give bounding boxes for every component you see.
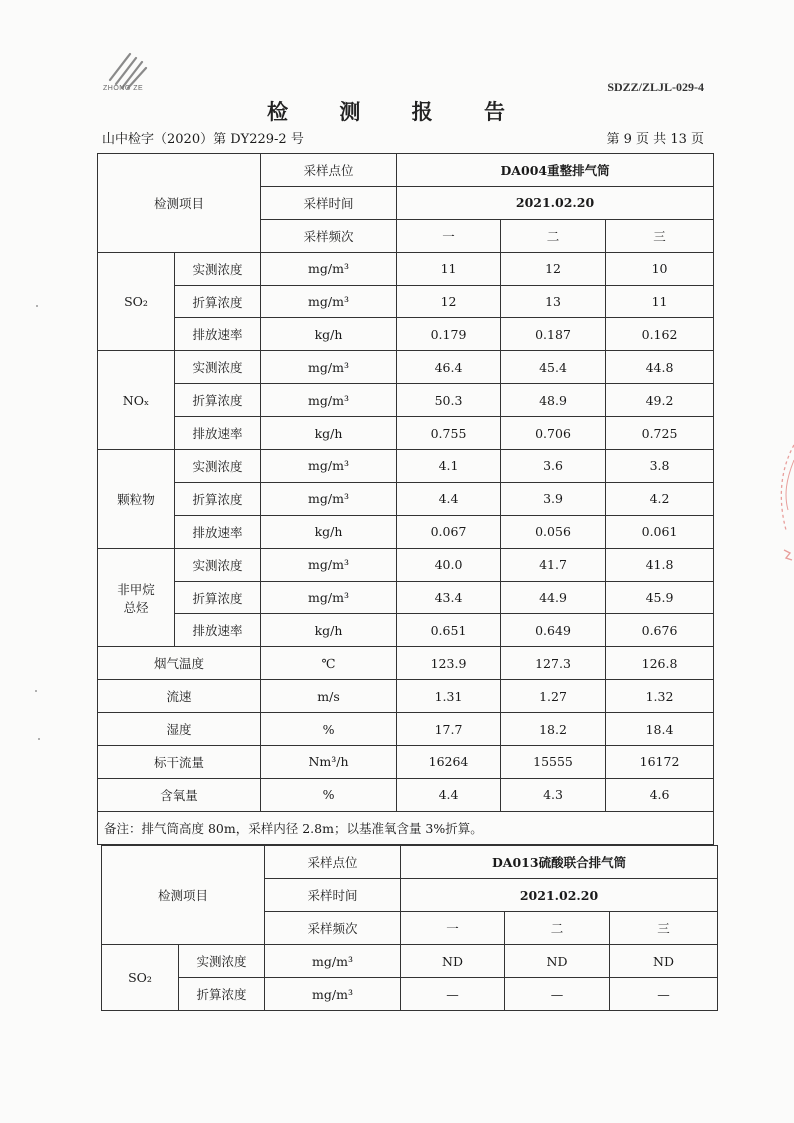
table-row: [98, 713, 714, 746]
measured-label: 实测浓度: [175, 252, 261, 285]
table-row: [98, 614, 714, 647]
value-cell: 40.0: [397, 548, 501, 581]
value-cell: ND: [401, 945, 505, 978]
param-name: 含氧量: [98, 778, 261, 811]
scan-speck: [36, 305, 38, 307]
table-row: [98, 450, 714, 483]
emission-table-da013: [101, 845, 718, 1011]
converted-label: 折算浓度: [175, 581, 261, 614]
unit-cell: kg/h: [261, 614, 397, 647]
value-cell: 1.31: [397, 680, 501, 713]
rate-label: 排放速率: [175, 515, 261, 548]
converted-label: 折算浓度: [179, 978, 265, 1011]
table-row: [98, 581, 714, 614]
unit-cell: mg/m³: [261, 450, 397, 483]
pollutant-nmhc-line2: 总烃: [123, 599, 149, 615]
param-name: 烟气温度: [98, 647, 261, 680]
value-cell: 11: [606, 285, 714, 318]
value-cell: 50.3: [397, 384, 501, 417]
unit-cell: ℃: [261, 647, 397, 680]
value-cell: 126.8: [606, 647, 714, 680]
freq-label: 采样频次: [261, 219, 397, 252]
table-row: [98, 680, 714, 713]
table-row: [102, 978, 718, 1011]
param-name: 湿度: [98, 713, 261, 746]
pollutant-so2: SO₂: [102, 945, 179, 1011]
point-value: DA004重整排气筒: [397, 154, 714, 187]
converted-label: 折算浓度: [175, 482, 261, 515]
converted-label: 折算浓度: [175, 285, 261, 318]
rate-label: 排放速率: [175, 417, 261, 450]
unit-cell: kg/h: [261, 417, 397, 450]
value-cell: 0.056: [501, 515, 606, 548]
value-cell: 1.27: [501, 680, 606, 713]
value-cell: 3.6: [501, 450, 606, 483]
value-cell: 0.162: [606, 318, 714, 351]
value-cell: 4.4: [397, 778, 501, 811]
pollutant-so2: SO₂: [98, 252, 175, 351]
scan-speck: [35, 690, 37, 692]
value-cell: 12: [501, 252, 606, 285]
freq-2: 二: [501, 219, 606, 252]
value-cell: 0.676: [606, 614, 714, 647]
value-cell: —: [610, 978, 718, 1011]
value-cell: 17.7: [397, 713, 501, 746]
value-cell: 49.2: [606, 384, 714, 417]
time-label: 采样时间: [265, 879, 401, 912]
value-cell: 0.187: [501, 318, 606, 351]
freq-2: 二: [505, 912, 610, 945]
item-header: 检测项目: [98, 154, 261, 253]
unit-cell: m/s: [261, 680, 397, 713]
unit-cell: mg/m³: [261, 252, 397, 285]
red-seal-stamp-fragment: [772, 440, 794, 590]
converted-label: 折算浓度: [175, 384, 261, 417]
unit-cell: mg/m³: [261, 548, 397, 581]
unit-cell: mg/m³: [261, 351, 397, 384]
time-label: 采样时间: [261, 186, 397, 219]
value-cell: 16264: [397, 746, 501, 779]
value-cell: 46.4: [397, 351, 501, 384]
value-cell: 3.9: [501, 482, 606, 515]
rate-label: 排放速率: [175, 614, 261, 647]
page-number: 第 9 页 共 13 页: [606, 132, 704, 147]
value-cell: 11: [397, 252, 501, 285]
value-cell: ND: [505, 945, 610, 978]
logo-text: ZHONG ZE: [103, 85, 144, 92]
table-row: [98, 384, 714, 417]
value-cell: 16172: [606, 746, 714, 779]
value-cell: 0.706: [501, 417, 606, 450]
table-row: [98, 746, 714, 779]
point-label: 采样点位: [261, 154, 397, 187]
pollutant-particulates: 颗粒物: [98, 450, 175, 549]
value-cell: 0.061: [606, 515, 714, 548]
table-row: [98, 482, 714, 515]
value-cell: 0.755: [397, 417, 501, 450]
table-row: [98, 351, 714, 384]
measured-label: 实测浓度: [175, 548, 261, 581]
unit-cell: mg/m³: [261, 384, 397, 417]
rate-label: 排放速率: [175, 318, 261, 351]
value-cell: 43.4: [397, 581, 501, 614]
freq-3: 三: [606, 219, 714, 252]
remark-note: 备注：排气筒高度 80m，采样内径 2.8m；以基准氧含量 3%折算。: [98, 811, 714, 844]
unit-cell: Nm³/h: [261, 746, 397, 779]
unit-cell: mg/m³: [261, 285, 397, 318]
value-cell: 127.3: [501, 647, 606, 680]
freq-label: 采样频次: [265, 912, 401, 945]
unit-cell: kg/h: [261, 318, 397, 351]
point-label: 采样点位: [265, 846, 401, 879]
value-cell: 4.1: [397, 450, 501, 483]
table-row: [98, 252, 714, 285]
param-name: 标干流量: [98, 746, 261, 779]
report-number: 山中检字（2020）第 DY229-2 号: [102, 132, 304, 147]
table-row: [98, 548, 714, 581]
value-cell: 0.725: [606, 417, 714, 450]
value-cell: 13: [501, 285, 606, 318]
table-row: [98, 515, 714, 548]
freq-3: 三: [610, 912, 718, 945]
unit-cell: mg/m³: [261, 581, 397, 614]
scan-speck: [38, 738, 40, 740]
measured-label: 实测浓度: [175, 351, 261, 384]
unit-cell: %: [261, 778, 397, 811]
value-cell: 4.3: [501, 778, 606, 811]
table-row: [102, 846, 718, 879]
unit-cell: mg/m³: [265, 945, 401, 978]
document-code: SDZZ/ZLJL-029-4: [607, 80, 704, 94]
date-value: 2021.02.20: [397, 186, 714, 219]
table-row: [98, 811, 714, 844]
value-cell: 41.8: [606, 548, 714, 581]
table-row: [98, 318, 714, 351]
table-row: [102, 945, 718, 978]
value-cell: 1.32: [606, 680, 714, 713]
table-row: [98, 417, 714, 450]
table-row: [98, 285, 714, 318]
value-cell: —: [505, 978, 610, 1011]
value-cell: 12: [397, 285, 501, 318]
unit-cell: mg/m³: [261, 482, 397, 515]
table-row: [98, 647, 714, 680]
value-cell: 45.9: [606, 581, 714, 614]
value-cell: 0.649: [501, 614, 606, 647]
unit-cell: kg/h: [261, 515, 397, 548]
value-cell: 123.9: [397, 647, 501, 680]
value-cell: 41.7: [501, 548, 606, 581]
value-cell: 18.2: [501, 713, 606, 746]
table-row: [98, 778, 714, 811]
freq-1: 一: [397, 219, 501, 252]
value-cell: 15555: [501, 746, 606, 779]
measured-label: 实测浓度: [175, 450, 261, 483]
freq-1: 一: [401, 912, 505, 945]
value-cell: 44.8: [606, 351, 714, 384]
emission-table-da004: [97, 153, 714, 845]
date-value: 2021.02.20: [401, 879, 718, 912]
value-cell: ND: [610, 945, 718, 978]
pollutant-nox: NOₓ: [98, 351, 175, 450]
measured-label: 实测浓度: [179, 945, 265, 978]
value-cell: 4.4: [397, 482, 501, 515]
value-cell: —: [401, 978, 505, 1011]
unit-cell: mg/m³: [265, 978, 401, 1011]
item-header: 检测项目: [102, 846, 265, 945]
pollutant-nmhc-line1: 非甲烷: [117, 581, 155, 597]
value-cell: 45.4: [501, 351, 606, 384]
value-cell: 4.6: [606, 778, 714, 811]
param-name: 流速: [98, 680, 261, 713]
point-value: DA013硫酸联合排气筒: [401, 846, 718, 879]
value-cell: 44.9: [501, 581, 606, 614]
value-cell: 0.651: [397, 614, 501, 647]
pollutant-nmhc: [98, 548, 175, 647]
page-title: 检 测 报 告: [267, 99, 527, 124]
unit-cell: %: [261, 713, 397, 746]
value-cell: 18.4: [606, 713, 714, 746]
value-cell: 48.9: [501, 384, 606, 417]
value-cell: 10: [606, 252, 714, 285]
value-cell: 0.067: [397, 515, 501, 548]
table-row: [98, 154, 714, 187]
value-cell: 3.8: [606, 450, 714, 483]
value-cell: 4.2: [606, 482, 714, 515]
value-cell: 0.179: [397, 318, 501, 351]
